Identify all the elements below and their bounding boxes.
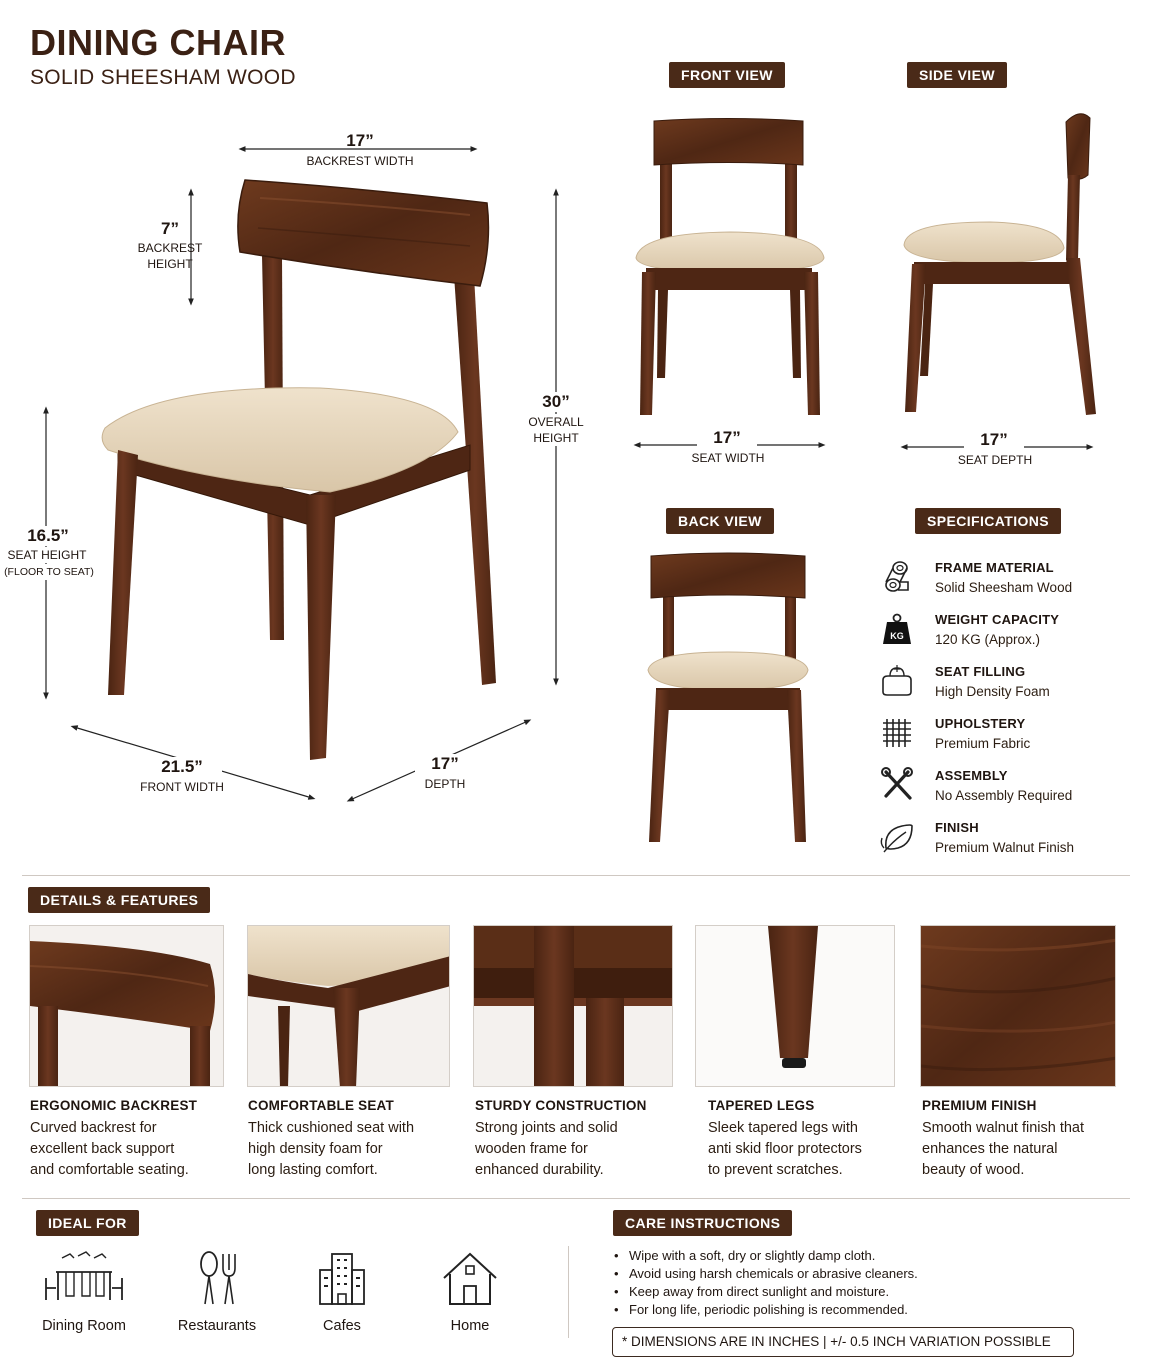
house-icon (420, 1248, 520, 1308)
front-width-value: 21.5” (142, 757, 222, 777)
divider (22, 1198, 1130, 1199)
ideal-label: Restaurants (177, 1318, 257, 1334)
spec-value: High Density Foam (935, 684, 1050, 699)
fabric-weave-icon (878, 714, 916, 752)
spec-key: FRAME MATERIAL (935, 560, 1054, 575)
feature-image-legs (695, 925, 895, 1087)
leaf-finish-icon (878, 818, 916, 856)
feature-desc-seat: Thick cushioned seat with high density foam for long lasting comfort. (248, 1120, 415, 1178)
backrest-height-label-1: BACKREST (137, 241, 203, 255)
seat-width-value: 17” (697, 428, 757, 448)
spec-key: SEAT FILLING (935, 664, 1026, 679)
feature-title-construction: STURDY CONSTRUCTION (475, 1098, 647, 1113)
side-view-chair-image (904, 114, 1096, 415)
foam-cushion-icon (878, 662, 916, 700)
seat-width-label: SEAT WIDTH (691, 451, 765, 465)
ideal-home (420, 1248, 520, 1334)
feature-desc-backrest: Curved backrest for excellent back support and comfortable seating. (30, 1120, 189, 1178)
spec-key: UPHOLSTERY (935, 716, 1026, 731)
feature-title-seat: COMFORTABLE SEAT (248, 1098, 394, 1113)
overall-height-label-2: HEIGHT (516, 430, 596, 446)
depth-label: DEPTH (424, 777, 466, 791)
ideal-cafes (292, 1248, 392, 1334)
care-item: • Keep away from direct sunlight and moisture. (612, 1283, 918, 1301)
fork-knife-icon (167, 1248, 267, 1308)
care-item: • Avoid using harsh chemicals or abrasive cleaners. (612, 1265, 918, 1283)
ideal-label: Dining Room (42, 1318, 126, 1334)
dimension-note: * DIMENSIONS ARE IN INCHES | +/- 0.5 INCH VARIATION POSSIBLE (612, 1327, 1074, 1357)
feature-desc-construction: Strong joints and solid wooden frame for enhanced durability. (475, 1120, 618, 1178)
spec-key: FINISH (935, 820, 979, 835)
feature-image-finish (920, 925, 1116, 1087)
feature-title-legs: TAPERED LEGS (708, 1098, 815, 1113)
seat-depth-label: SEAT DEPTH (957, 453, 1033, 467)
feature-title-backrest: ERGONOMIC BACKREST (30, 1098, 198, 1113)
ideal-for-heading: IDEAL FOR (36, 1210, 139, 1236)
seat-depth-value: 17” (964, 430, 1024, 450)
spec-value: Solid Sheesham Wood (935, 580, 1073, 595)
care-list (612, 1247, 918, 1319)
details-heading: DETAILS & FEATURES (28, 887, 210, 913)
seat-height-value: 16.5” (8, 526, 88, 546)
spec-weight-capacity (878, 610, 1138, 658)
ideal-label: Home (450, 1318, 490, 1334)
spec-seat-filling (878, 662, 1138, 710)
page-subtitle: SOLID SHEESHAM WOOD (30, 66, 296, 89)
spec-finish (878, 818, 1138, 866)
spec-key: WEIGHT CAPACITY (935, 612, 1060, 627)
spec-value: No Assembly Required (935, 788, 1073, 803)
backrest-height-label-2: HEIGHT (147, 257, 193, 271)
backrest-width-label: BACKREST WIDTH (306, 154, 414, 168)
page-title: DINING CHAIR (30, 22, 286, 63)
feature-image-construction (473, 925, 673, 1087)
tools-icon (878, 766, 916, 804)
spec-value: Premium Walnut Finish (935, 840, 1075, 855)
feature-desc-finish: Smooth walnut finish that enhances the natural beauty of wood. (922, 1120, 1085, 1178)
svg-text:KG: KG (890, 631, 904, 641)
building-icon (292, 1248, 392, 1308)
front-view-chair-image (636, 119, 824, 416)
feature-desc-legs: Sleek tapered legs with anti skid floor protectors to prevent scratches. (708, 1120, 862, 1178)
backrest-width-value: 17” (346, 131, 374, 150)
ideal-dining-room (34, 1248, 134, 1334)
back-view-chair-image (648, 553, 808, 842)
feature-image-backrest (29, 925, 224, 1087)
feature-title-finish: PREMIUM FINISH (922, 1098, 1037, 1113)
divider (22, 875, 1130, 876)
backrest-height-value: 7” (161, 219, 179, 238)
front-view-tag: FRONT VIEW (669, 62, 785, 88)
side-view-tag: SIDE VIEW (907, 62, 1007, 88)
depth-value: 17” (415, 754, 475, 774)
care-item: • For long life, periodic polishing is recommended. (612, 1301, 918, 1319)
spec-key: ASSEMBLY (935, 768, 1008, 783)
ideal-label: Cafes (323, 1318, 361, 1334)
spec-upholstery (878, 714, 1138, 762)
spec-value: Premium Fabric (935, 736, 1031, 751)
seat-height-label-1: SEAT HEIGHT (0, 547, 94, 563)
care-item: • Wipe with a soft, dry or slightly damp cloth. (612, 1247, 918, 1265)
overall-height-label-1: OVERALL (516, 414, 596, 430)
feature-image-seat (247, 925, 450, 1087)
overall-height-value: 30” (526, 392, 586, 412)
spec-value: 120 KG (Approx.) (935, 632, 1041, 647)
care-heading: CARE INSTRUCTIONS (613, 1210, 792, 1236)
specifications-heading: SPECIFICATIONS (915, 508, 1061, 534)
dining-table-icon (34, 1248, 134, 1308)
spec-frame-material (878, 558, 1138, 606)
ideal-restaurants (167, 1248, 267, 1334)
back-view-tag: BACK VIEW (666, 508, 774, 534)
spec-assembly (878, 766, 1138, 814)
seat-height-label-2: (FLOOR TO SEAT) (0, 564, 98, 580)
weight-icon (878, 610, 916, 648)
wood-logs-icon (878, 558, 916, 596)
front-width-label: FRONT WIDTH (140, 780, 224, 794)
section-separator (568, 1246, 569, 1338)
